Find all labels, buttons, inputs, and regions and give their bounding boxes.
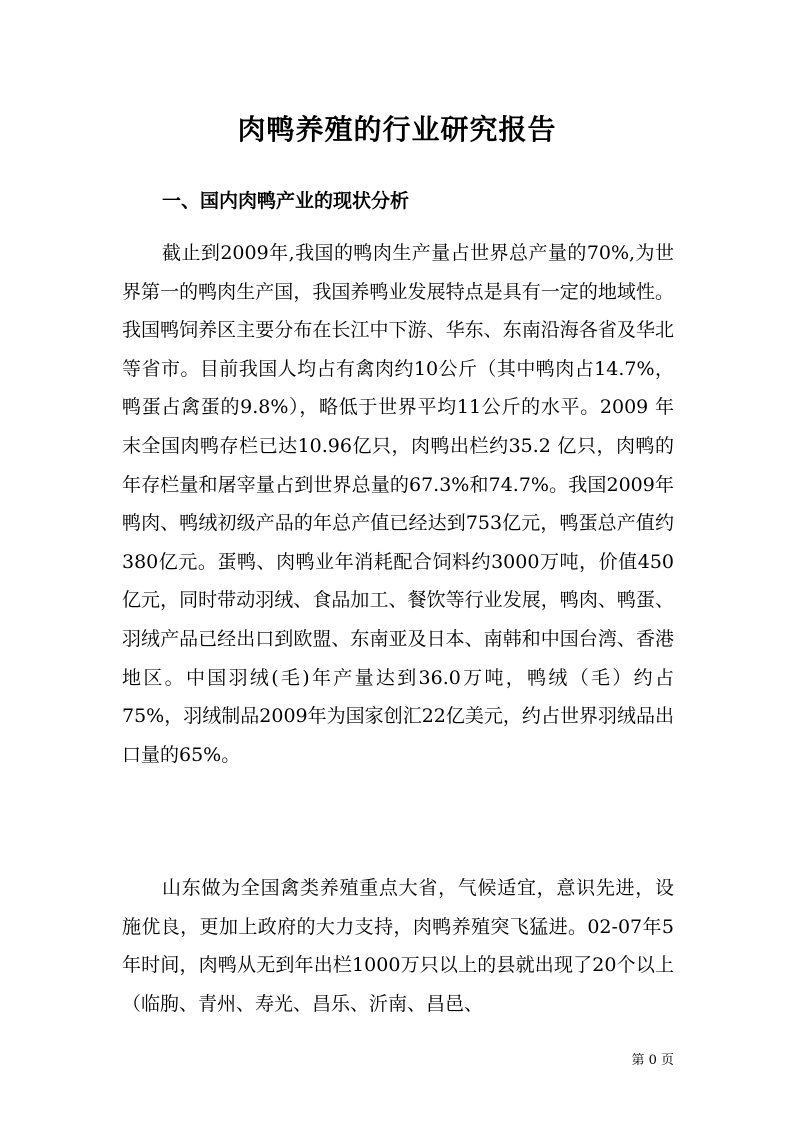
body-paragraph: 山东做为全国禽类养殖重点大省，气候适宜，意识先进，设施优良，更加上政府的大力支持，肉鸭养殖突飞猛进。02-07年5年时间，肉鸭从无到年出栏1000万只以上的县就出现了20个以上（临朐、青州、寿光、昌乐、沂南、昌邑、 (122, 877, 674, 1015)
document-title: 肉鸭养殖的行业研究报告 (237, 113, 557, 146)
body-paragraph: 截止到2009年,我国的鸭肉生产量占世界总产量的70%,为世界第一的鸭肉生产国，我国养鸭业发展特点是具有一定的地域性。我国鸭饲养区主要分布在长江中下游、华东、东南沿海各省及华北等省市。目前我国人均占有禽肉约10公斤（其中鸭肉占14.7%，鸭蛋占禽蛋的9.8%），略低于世界平均11公斤的水平。2009 年末全国肉鸭存栏已达10.96亿只，肉鸭出栏约35.2 亿只，肉鸭的年存栏量和屠宰量占到世界总量的67.3%和74.7%。我国2009年鸭肉、鸭绒初级产品的年总产值已经达到753亿元，鸭蛋总产值约380亿元。蛋鸭、肉鸭业年消耗配合饲料约3000万吨，价值450亿元，同时带动羽绒、食品加工、餐饮等行业发展，鸭肉、鸭蛋、羽绒产品已经出口到欧盟、东南亚及日本、南韩和中国台湾、香港地区。中国羽绒(毛)年产量达到36.0万吨，鸭绒（毛）约占75%，羽绒制品2009年为国家创汇22亿美元，约占世界羽绒品出口量的65%。 (122, 242, 674, 766)
page-number: 第 0 页 (631, 1053, 674, 1068)
section-heading: 一、国内肉鸭产业的现状分析 (162, 190, 410, 212)
